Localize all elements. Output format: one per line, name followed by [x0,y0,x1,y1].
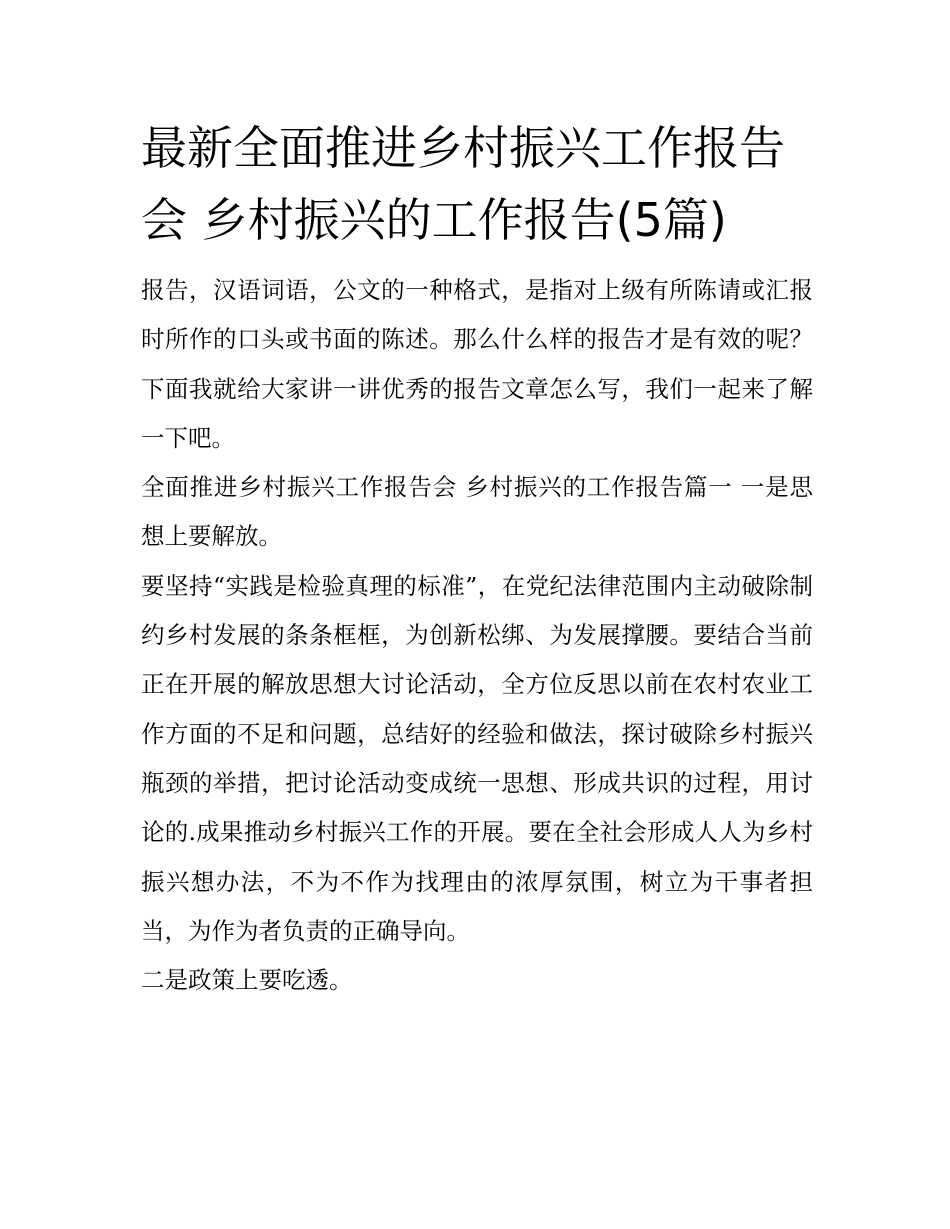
document-page [141,112,813,1005]
paragraph-section-one-heading: 全面推进乡村振兴工作报告会 乡村振兴的工作报告篇一 一是思想上要解放。 [141,473,813,551]
paragraph-section-one-body: 要坚持“实践是检验真理的标准”，在党纪法律范围内主动破除制约乡村发展的条条框框，为创新松绑、为发展撑腰。要结合当前正在开展的解放思想大讨论活动，全方位反思以前在农村农业工作方面的不足和问题，总结好的经验和做法，探讨破除乡村振兴瓶颈的举措，把讨论活动变成统一思想、形成共识的过程，用讨论的.成果推动乡村振兴工作的开展。要在全社会形成人人为乡村振兴想办法，不为不作为找理由的浓厚氛围，树立为干事者担当，为作为者负责的正确导向。 [141,571,813,945]
document-title: 最新全面推进乡村振兴工作报告会 乡村振兴的工作报告(5篇) [141,121,785,247]
paragraph-section-two-heading: 二是政策上要吃透。 [141,966,353,995]
paragraph-intro: 报告，汉语词语，公文的一种格式，是指对上级有所陈请或汇报时所作的口头或书面的陈述。那么什么样的报告才是有效的呢？下面我就给大家讲一讲优秀的报告文章怎么写，我们一起来了解一下吧。 [141,276,813,452]
